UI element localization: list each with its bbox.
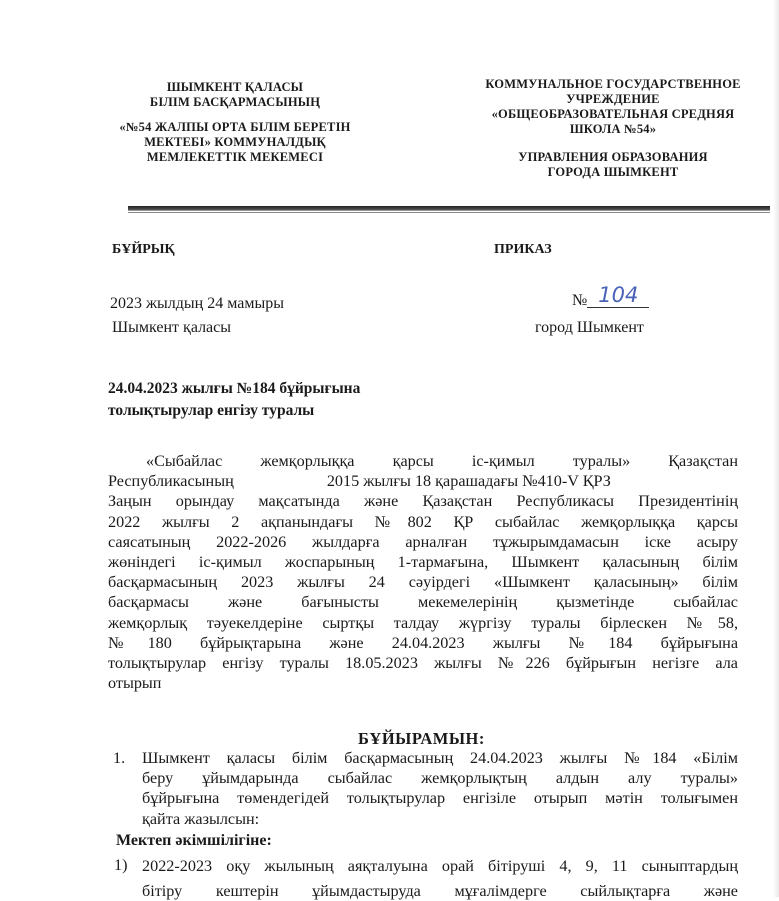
header-right-line6: ГОРОДА ШЫМКЕНТ	[547, 165, 679, 179]
item1-line: Шымкент қаласы білім басқармасының 24.04.2023 жылғы №184 «Білім	[142, 749, 738, 767]
preamble-line: отырып	[108, 674, 162, 693]
header-right	[468, 77, 758, 180]
preamble-line: жемқорлық тәуекелдеріне сыртқы талдау жүргізу туралы бірлескен №58,	[108, 613, 738, 632]
preamble-line: №180 бұйрықтарына және 24.04.2023 жылғы №184 бұйрығына	[108, 633, 738, 652]
preamble-line: басқармасының 2023 жылғы 24 сәуірдегі «Шымкент қаласының» білім	[108, 573, 738, 592]
order-date: 2023 жылдың 24 мамыры	[110, 295, 284, 312]
header-left-line1: ШЫМКЕНТ ҚАЛАСЫ	[166, 80, 304, 94]
item1-line: бұйрығына төмендегідей толықтырулар енгізіле отырып мәтін толығымен	[142, 789, 738, 808]
number-prefix: №	[572, 292, 588, 309]
item1-text	[142, 748, 738, 829]
sub1-line1: 2022-2023 оқу жылының аяқталуына орай бітіруші 4, 9, 11 сыныптардың	[142, 857, 738, 875]
order-number	[572, 283, 649, 311]
header-left	[100, 80, 370, 165]
preamble-line: Республикасының 2015 жылғы 18 қарашадағы №410-V ҚРЗ	[108, 472, 611, 491]
order-title	[108, 378, 360, 422]
preamble-line: саясатының 2022-2026 жылдарға арналған тұжырымдамасын іске асыру	[108, 532, 738, 551]
preamble-line: 2022 жылғы 2 ақпанындағы №802 ҚР сыбайлас жемқорлыққа қарсы	[108, 512, 738, 531]
header-left-line5: МЕМЛЕКЕТТІК МЕКЕМЕСІ	[146, 150, 324, 164]
header-right-line2: УЧРЕЖДЕНИЕ	[566, 92, 660, 106]
section-heading: БҰЙЫРАМЫН:	[358, 729, 485, 748]
preamble-paragraph	[108, 451, 738, 693]
header-left-line3: «№54 ЖАЛПЫ ОРТА БІЛІМ БЕРЕТІН	[119, 120, 351, 134]
header-right-line3: «ОБЩЕОБРАЗОВАТЕЛЬНАЯ СРЕДНЯЯ	[491, 107, 735, 121]
header-left-line2: БІЛІМ БАСҚАРМАСЫНЫҢ	[149, 95, 321, 109]
header-left-line4: МЕКТЕБІ» КОММУНАЛДЫҚ	[144, 135, 326, 149]
preamble-line: жөніндегі іс-қимыл жоспарының 1-тармағына, Шымкент қаласының білім	[108, 553, 738, 572]
preamble-line: Заңын орындау мақсатында және Қазақстан Республикасы Президентінің	[108, 492, 738, 511]
sub1-line2: бітіру кештерін ұйымдастыруда мұғалімдерге сыйлықтарға және	[142, 882, 738, 901]
header-divider-thin	[128, 212, 770, 213]
preamble-line: «Сыбайлас жемқорлыққа қарсы іс-қимыл туралы» Қазақстан	[146, 452, 738, 470]
handwritten-number: 104	[598, 283, 639, 307]
item1-line: қайта жазылсын:	[142, 809, 260, 828]
sub1-number: 1)	[114, 856, 128, 874]
doc-type-kz: БҰЙРЫҚ	[112, 242, 175, 257]
order-title-line2: толықтырулар енгізу туралы	[108, 402, 315, 419]
header-right-line1: КОММУНАЛЬНОЕ ГОСУДАРСТВЕННОЕ	[485, 77, 741, 91]
order-title-line1: 24.04.2023 жылғы №184 бұйрығына	[108, 380, 361, 397]
city-ru: город Шымкент	[535, 319, 644, 336]
preamble-line: басқармасы және бағынысты мекемелерінің қызметінде сыбайлас	[108, 593, 738, 612]
page-edge-shadow	[773, 0, 779, 897]
sub1-text	[142, 856, 738, 901]
city-kz: Шымкент қаласы	[112, 319, 231, 336]
header-right-line4: ШКОЛА №54»	[569, 122, 657, 136]
item1-line: беру ұйымдарында сыбайлас жемқорлықтың алдын алу туралы»	[142, 769, 738, 788]
item1-number: 1.	[113, 749, 126, 767]
header-divider	[128, 206, 770, 211]
header-right-line5: УПРАВЛЕНИЯ ОБРАЗОВАНИЯ	[518, 150, 708, 164]
doc-type-ru: ПРИКАЗ	[494, 242, 552, 257]
subheading: Мектеп әкімшілігіне:	[116, 832, 272, 849]
preamble-line: толықтырулар енгізу туралы 18.05.2023 жылғы №226 бұйрығын негізге ала	[108, 654, 738, 673]
